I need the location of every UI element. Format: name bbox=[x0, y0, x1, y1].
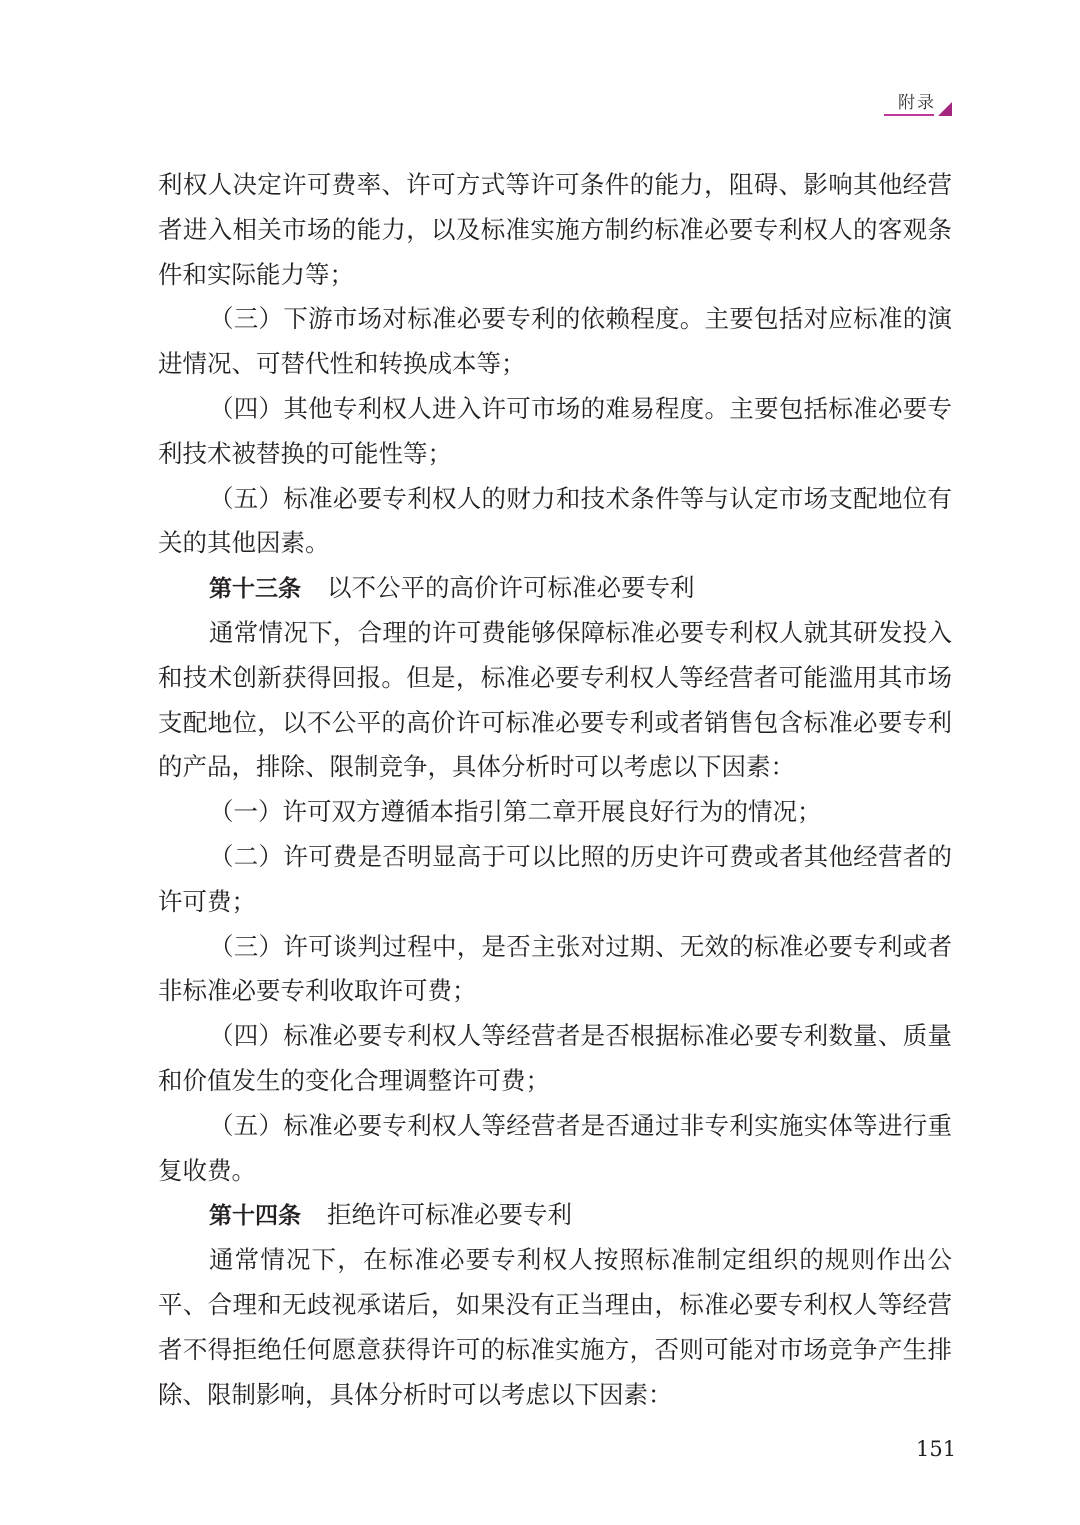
paragraph bbox=[158, 611, 952, 790]
text-line: 利权人决定许可费率、许可方式等许可条件的能力，阻碍、影响其他经营 bbox=[158, 170, 952, 199]
paragraph bbox=[158, 163, 952, 297]
paragraph bbox=[158, 387, 952, 477]
text-line: （三）下游市场对标准必要专利的依赖程度。主要包括对应标准的演 bbox=[209, 304, 952, 334]
text-line: 许可费； bbox=[158, 886, 256, 916]
text-line: （五）标准必要专利权人的财力和技术条件等与认定市场支配地位有 bbox=[209, 483, 952, 513]
section-label: 附录 bbox=[898, 93, 936, 113]
text-line: 者进入相关市场的能力，以及标准实施方制约标准必要专利权人的客观条 bbox=[158, 214, 952, 244]
text-line: 件和实际能力等； bbox=[158, 259, 354, 289]
paragraph bbox=[158, 925, 952, 1015]
paragraph bbox=[158, 1014, 952, 1104]
text-line: （二）许可费是否明显高于可以比照的历史许可费或者其他经营者的 bbox=[209, 841, 952, 871]
paragraph bbox=[158, 1104, 952, 1194]
triangle-ornament-icon bbox=[938, 102, 952, 116]
paragraph bbox=[158, 835, 952, 925]
text-line: （四）其他专利权人进入许可市场的难易程度。主要包括标准必要专 bbox=[209, 393, 952, 423]
page-number: 151 bbox=[916, 1437, 957, 1461]
text-line: 利技术被替换的可能性等； bbox=[158, 438, 452, 468]
text-line: 和技术创新获得回报。但是，标准必要专利权人等经营者可能滥用其市场 bbox=[158, 662, 952, 692]
document-body bbox=[158, 163, 952, 1417]
text-line: 通常情况下，合理的许可费能够保障标准必要专利权人就其研发投入 bbox=[209, 617, 952, 647]
text-line: 者不得拒绝任何愿意获得许可的标准实施方，否则可能对市场竞争产生排 bbox=[158, 1334, 952, 1364]
text-line: 支配地位，以不公平的高价许可标准必要专利或者销售包含标准必要专利 bbox=[158, 707, 952, 737]
text-line: 和价值发生的变化合理调整许可费； bbox=[158, 1065, 550, 1095]
paragraph bbox=[158, 297, 952, 387]
text-line: （三）许可谈判过程中，是否主张对过期、无效的标准必要专利或者 bbox=[209, 931, 952, 961]
article-heading bbox=[158, 566, 952, 611]
paragraph bbox=[158, 477, 952, 567]
text-line: 通常情况下，在标准必要专利权人按照标准制定组织的规则作出公 bbox=[209, 1245, 952, 1275]
text-line: （五）标准必要专利权人等经营者是否通过非专利实施实体等进行重 bbox=[209, 1110, 952, 1140]
text-line: （四）标准必要专利权人等经营者是否根据标准必要专利数量、质量 bbox=[209, 1021, 952, 1051]
running-header bbox=[884, 88, 956, 120]
header-underline bbox=[884, 114, 934, 116]
article-number: 第十四条 bbox=[209, 1203, 301, 1230]
text-line: 进情况、可替代性和转换成本等； bbox=[158, 349, 526, 379]
text-line: 平、合理和无歧视承诺后，如果没有正当理由，标准必要专利权人等经营 bbox=[158, 1289, 952, 1319]
article-number: 第十三条 bbox=[209, 576, 301, 603]
text-line: 除、限制影响，具体分析时可以考虑以下因素： bbox=[158, 1379, 673, 1409]
paragraph bbox=[158, 1238, 952, 1417]
text-line: 的产品，排除、限制竞争，具体分析时可以考虑以下因素： bbox=[158, 752, 795, 782]
article-title: 以不公平的高价许可标准必要专利 bbox=[327, 573, 695, 603]
text-line: 复收费。 bbox=[158, 1155, 256, 1185]
article-title: 拒绝许可标准必要专利 bbox=[327, 1200, 572, 1230]
article-heading bbox=[158, 1193, 952, 1238]
text-line: 非标准必要专利收取许可费； bbox=[158, 976, 477, 1006]
paragraph bbox=[158, 790, 952, 835]
text-line: （一）许可双方遵循本指引第二章开展良好行为的情况； bbox=[209, 797, 822, 827]
heading-line bbox=[158, 1193, 952, 1238]
heading-line bbox=[158, 566, 952, 611]
text-line: 关的其他因素。 bbox=[158, 528, 330, 558]
